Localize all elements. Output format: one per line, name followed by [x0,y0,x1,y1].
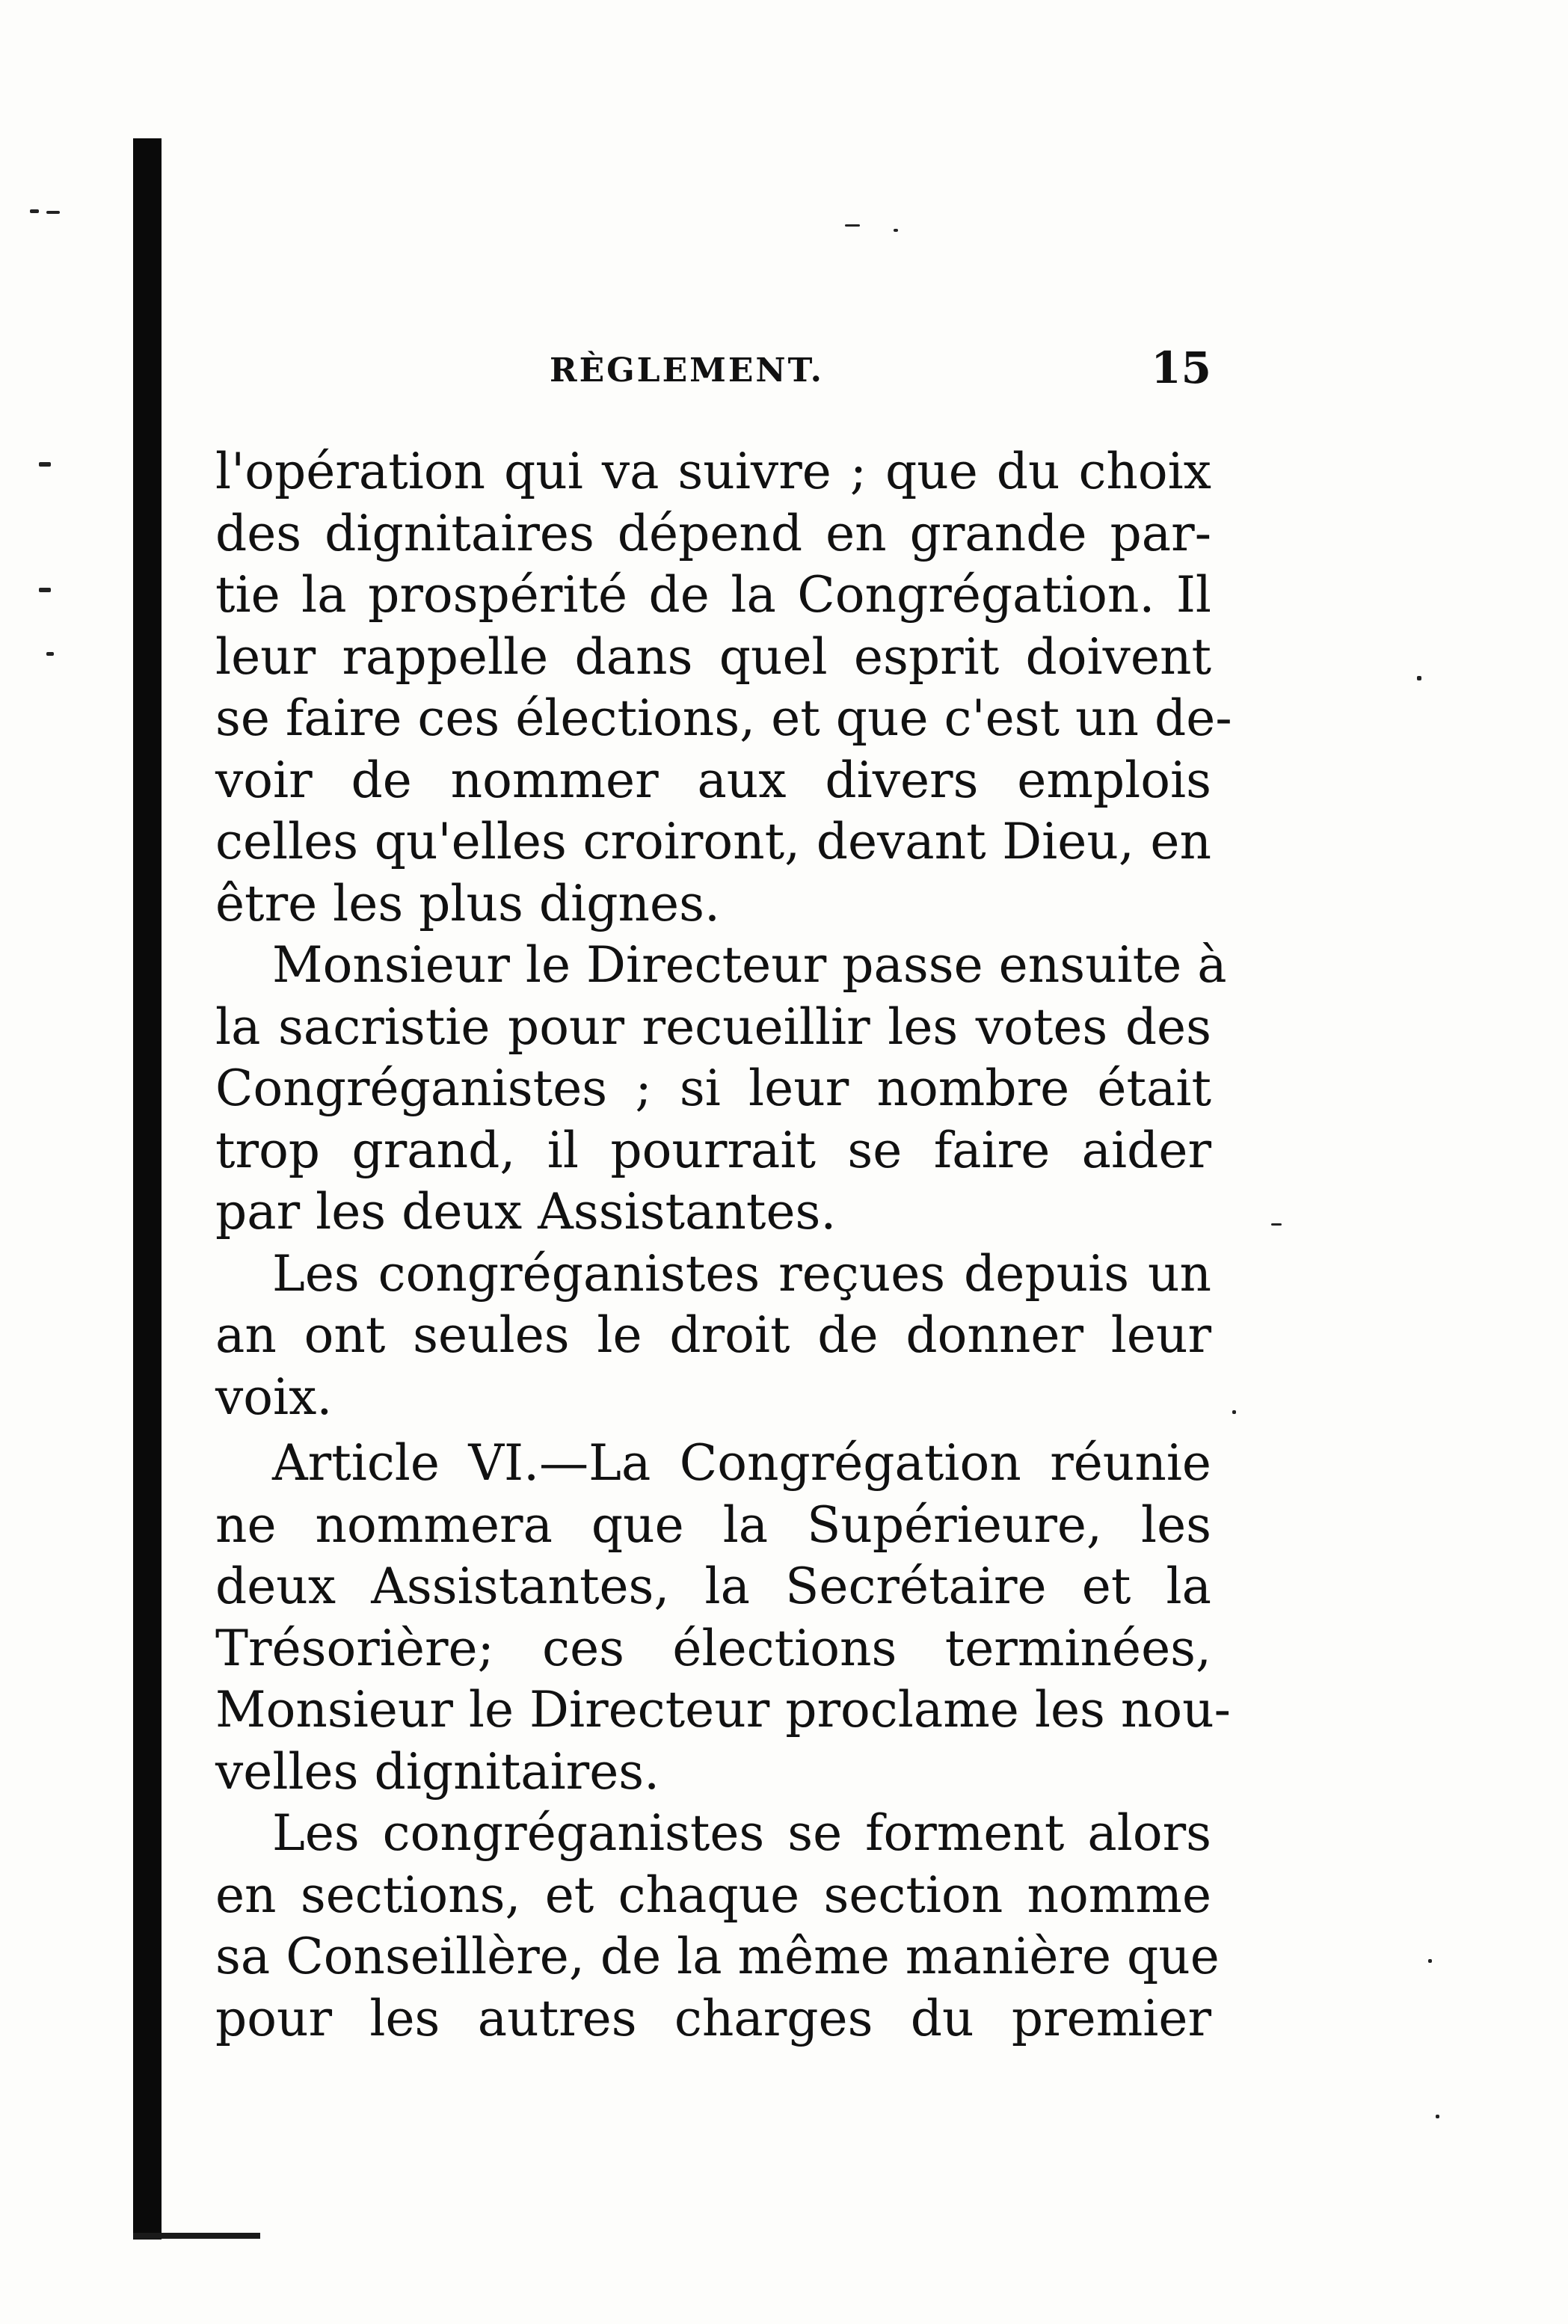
text-line: trop grand, il pourrait se faire aider [215,1121,1211,1179]
paragraph-2 [215,935,1227,1244]
text-line: des dignitaires dépend en grande par- [215,504,1211,562]
paragraph-article-6 [215,1433,1231,1803]
text-line: en sections, et chaque section nomme [215,1866,1211,1924]
text-line: se faire ces élections, et que c'est un de- [215,689,1232,747]
text-line: Congréganistes ; si leur nombre était [215,1060,1211,1117]
text-line: ne nommera que la Supérieure, les [215,1495,1211,1554]
text-line: voir de nommer aux divers emplois [215,751,1211,809]
text-line: tie la prospérité de la Congrégation. Il [215,566,1211,624]
text-line: l'opération qui va suivre ; que du choix [215,443,1211,500]
text-line: Monsieur le Directeur passe ensuite à [272,936,1227,994]
paragraph-1 [215,441,1232,935]
text-line: deux Assistantes, la Secrétaire et la [215,1558,1211,1615]
text-line: sa Conseillère, de la même manière que [215,1928,1220,1985]
text-line: Monsieur le Directeur proclame les nou- [215,1681,1231,1739]
text-line: pour les autres charges du premier [215,1989,1211,2047]
text-line: Les congréganistes reçues depuis un [272,1244,1211,1303]
text-line: Article VI.—La Congrégation réunie [272,1434,1211,1492]
text-line: an ont seules le droit de donner leur [215,1306,1211,1364]
text-line: voix. [215,1368,333,1426]
page-header [217,338,1211,398]
text-line: être les plus dignes. [215,874,720,932]
text-line: la sacristie pour recueillir les votes des [215,997,1211,1056]
text-line: velles dignitaires. [215,1742,660,1801]
page-binding-edge [133,138,162,2240]
text-line: leur rappelle dans quel esprit doivent [215,627,1211,686]
text-line: par les deux Assistantes. [215,1183,837,1241]
paragraph-3 [215,1244,1211,1429]
text-line: celles qu'elles croiront, devant Dieu, en [215,813,1211,870]
text-line: Les congréganistes se forment alors [272,1804,1211,1862]
text-line: Trésorière; ces élections terminées, [215,1619,1211,1677]
paragraph-5 [215,1803,1220,2050]
body-text [215,441,1232,2050]
running-title: RÈGLEMENT. [550,351,825,390]
page-binding-foot [133,2233,260,2239]
page-number: 15 [1151,342,1211,393]
